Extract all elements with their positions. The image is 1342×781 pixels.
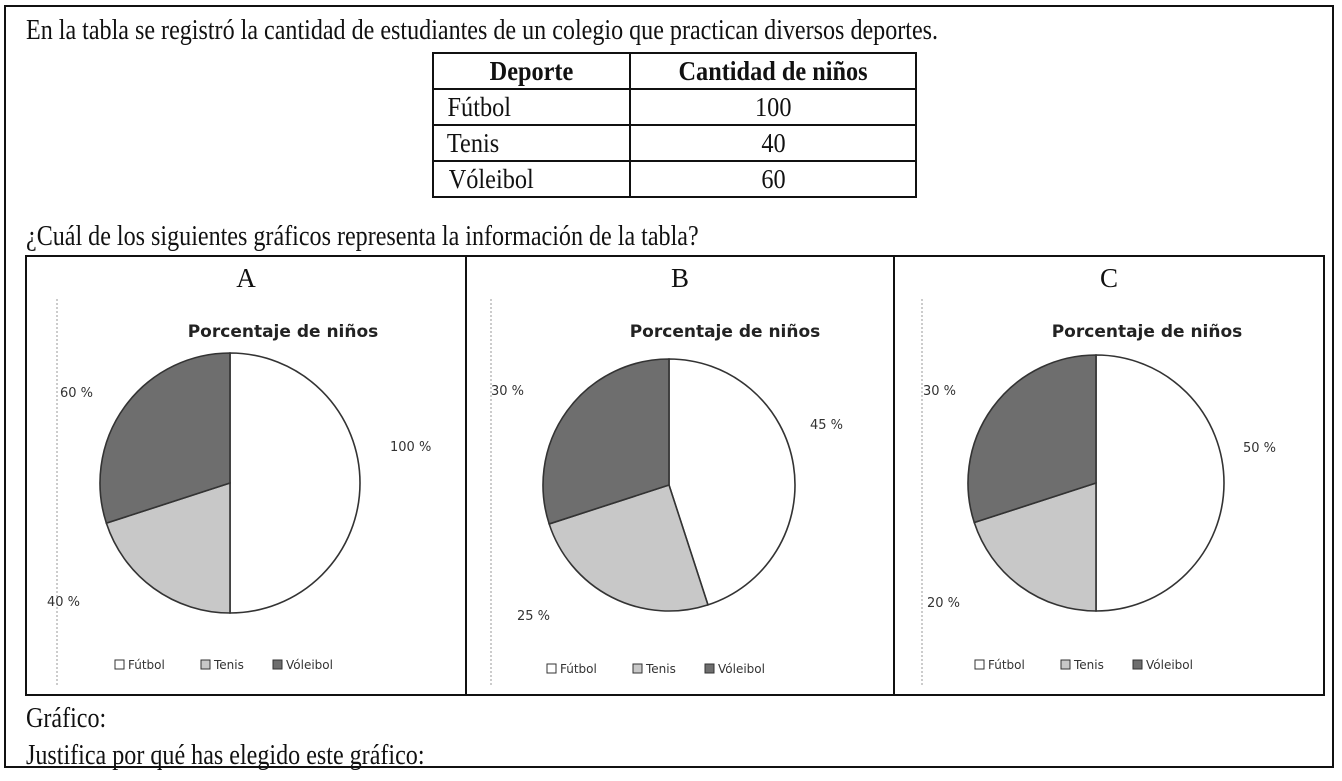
header-cantidad: Cantidad de niños: [678, 55, 868, 86]
legend-label-futbol: Fútbol: [128, 658, 165, 672]
option-panel-a[interactable]: [27, 257, 467, 694]
legend-swatch-futbol: [975, 660, 984, 669]
table-cell: [630, 125, 916, 161]
intro-text: En la tabla se registró la cantidad de estudiantes de un colegio que practican diversos deportes.: [26, 15, 939, 46]
legend-swatch-voleibol: [705, 664, 714, 673]
table-row: [433, 161, 916, 197]
legend-swatch-tenis: [633, 664, 642, 673]
chart-title: Porcentaje de niños: [1051, 322, 1243, 342]
option-letter: C: [1099, 263, 1118, 293]
legend-swatch-futbol: [547, 664, 556, 673]
option-panel-c[interactable]: [895, 257, 1323, 694]
data-label-voleibol: 60 %: [60, 386, 94, 401]
data-label-tenis: 20 %: [927, 596, 961, 611]
table-cell: [433, 161, 630, 197]
legend-label-futbol: Fútbol: [560, 662, 597, 676]
table-cell: [630, 89, 916, 125]
option-panel-b[interactable]: [467, 257, 895, 694]
table-cell: [630, 161, 916, 197]
chart-title: Porcentaje de niños: [629, 322, 821, 342]
legend-label-futbol: Fútbol: [988, 658, 1025, 672]
data-label-tenis: 40 %: [47, 595, 81, 610]
pie-chart-c: [895, 257, 1323, 694]
table-row: [433, 89, 916, 125]
data-label-futbol: 45 %: [810, 418, 844, 433]
option-letter: B: [670, 263, 689, 293]
sports-table: [432, 52, 917, 198]
legend-label-tenis: Tenis: [1074, 658, 1104, 672]
legend-label-tenis: Tenis: [646, 662, 676, 676]
sport-count: 60: [760, 163, 786, 194]
data-label-futbol: 50 %: [1243, 441, 1277, 456]
chart-title: Porcentaje de niños: [187, 322, 379, 342]
pie-chart-a: [27, 257, 467, 694]
sport-name: Tenis: [446, 127, 500, 158]
table-header: [433, 53, 630, 89]
chart-options: [25, 255, 1325, 696]
legend-label-voleibol: Vóleibol: [718, 662, 765, 676]
grafico-label: Gráfico:: [26, 703, 107, 734]
legend-swatch-futbol: [115, 660, 124, 669]
table-cell: [433, 89, 630, 125]
data-label-futbol: 100 %: [390, 440, 432, 455]
question-text: ¿Cuál de los siguientes gráficos representa la información de la tabla?: [26, 221, 699, 252]
option-letter: A: [236, 263, 256, 293]
table-header-row: [433, 53, 916, 89]
sport-count: 100: [754, 91, 792, 122]
legend-swatch-voleibol: [273, 660, 282, 669]
justifica-label: Justifica por qué has elegido este gráfico:: [26, 740, 425, 771]
table-cell: [433, 125, 630, 161]
legend-swatch-tenis: [1061, 660, 1070, 669]
data-label-tenis: 25 %: [517, 609, 551, 624]
pie-slice-futbol: [230, 353, 360, 613]
legend-swatch-voleibol: [1133, 660, 1142, 669]
legend-label-voleibol: Vóleibol: [286, 658, 333, 672]
table-row: [433, 125, 916, 161]
header-deporte: Deporte: [489, 55, 574, 86]
pie-slice-futbol: [1096, 355, 1224, 611]
sport-count: 40: [760, 127, 786, 158]
legend-swatch-tenis: [201, 660, 210, 669]
pie-chart-b: [467, 257, 895, 694]
legend-label-tenis: Tenis: [214, 658, 244, 672]
table-header: [630, 53, 916, 89]
legend-label-voleibol: Vóleibol: [1146, 658, 1193, 672]
data-label-voleibol: 30 %: [923, 384, 957, 399]
sport-name: Vóleibol: [448, 163, 534, 194]
worksheet: [4, 5, 1334, 771]
data-label-voleibol: 30 %: [491, 384, 525, 399]
sport-name: Fútbol: [447, 91, 512, 122]
